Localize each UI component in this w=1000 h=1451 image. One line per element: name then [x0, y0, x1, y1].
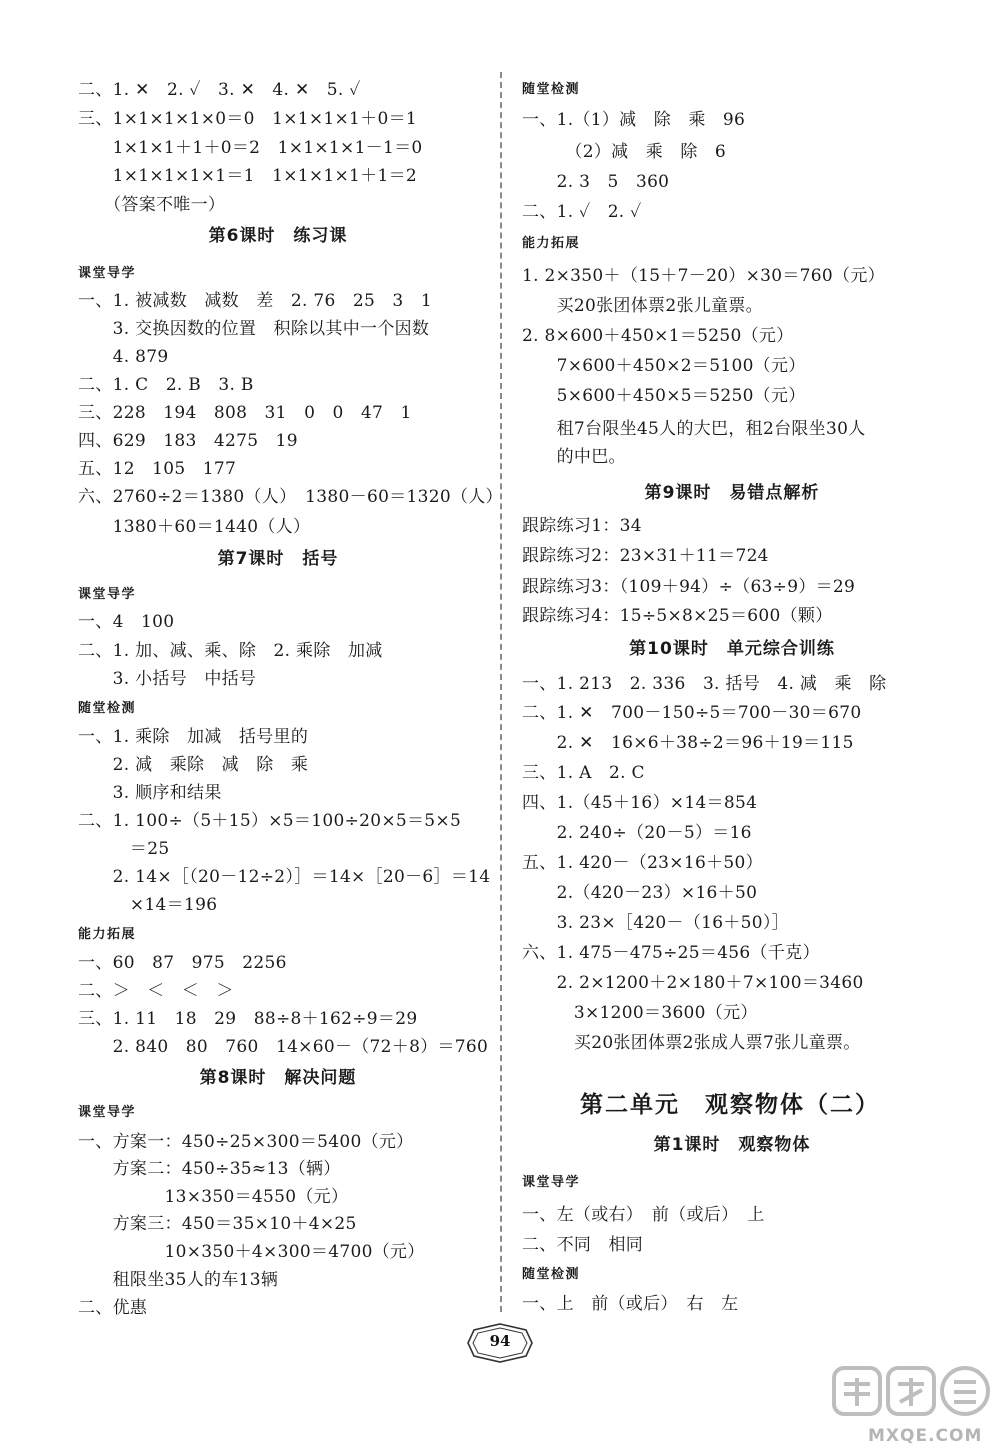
answer-line: 7×600＋450×2＝5100（元）	[522, 356, 806, 376]
section-label: 课堂导学	[78, 1105, 137, 1120]
answer-line: 二、1. ✕ 700－150÷5＝700－30＝670	[522, 703, 862, 723]
answer-line: 一、左（或右） 前（或后） 上	[522, 1205, 765, 1225]
answer-line: 六、1. 475－475÷25＝456（千克）	[522, 943, 820, 963]
answer-line: 三、1. A 2. C	[522, 763, 645, 783]
section-label: 随堂检测	[522, 1267, 581, 1282]
answer-line: 二、优惠	[78, 1298, 148, 1318]
answer-line: 买20张团体票2张儿童票。	[522, 296, 763, 316]
answer-line: 六、2760÷2＝1380（人） 1380－60＝1320（人）	[78, 487, 503, 507]
section-label: 能力拓展	[522, 236, 581, 251]
answer-line: 租限坐35人的车13辆	[78, 1270, 279, 1290]
answer-line: 买20张团体票2张成人票7张儿童票。	[522, 1033, 861, 1053]
answer-line: 1×1×1＋1＋0＝2 1×1×1×1－1＝0	[78, 138, 423, 158]
answer-line: 二、1. 加、减、乘、除 2. 乘除 加减	[78, 641, 383, 661]
watermark	[826, 1362, 996, 1448]
answer-line: 2. 8×600＋450×1＝5250（元）	[522, 326, 794, 346]
answer-line: 二、＞ ＜ ＜ ＞	[78, 981, 234, 1001]
answer-line: 租7台限坐45人的大巴，租2台限坐30人	[522, 419, 866, 439]
watermark-url: MXQE.COM	[868, 1426, 983, 1446]
answer-line: 方案三：450＝35×10＋4×25	[78, 1214, 357, 1234]
answer-line: 二、1. ✓ 2. ✓	[522, 202, 642, 222]
lesson-heading: 第6课时 练习课	[208, 226, 348, 246]
answer-line: 五、12 105 177	[78, 459, 237, 479]
answer-line: ＝25	[78, 839, 170, 859]
answer-line: 2. 3 5 360	[522, 172, 670, 192]
answer-line: 四、629 183 4275 19	[78, 431, 298, 451]
answer-line: 二、1. 100÷（5＋15）×5＝100÷20×5＝5×5	[78, 811, 462, 831]
answer-line: 3. 23×［420－（16＋50）］	[522, 913, 790, 933]
lesson-heading: 第10课时 单元综合训练	[629, 639, 835, 659]
lesson-heading: 第8课时 解决问题	[199, 1068, 357, 1088]
answer-line: 2. 减 乘除 减 除 乘	[78, 755, 309, 775]
answer-line: 13×350＝4550（元）	[78, 1187, 349, 1207]
answer-line: 二、不同 相同	[522, 1235, 644, 1255]
answer-line: 三、1×1×1×1×0＝0 1×1×1×1＋0＝1	[78, 109, 417, 129]
answer-line: 一、1. 213 2. 336 3. 括号 4. 减 乘 除	[522, 674, 887, 694]
answer-line: 的中巴。	[522, 447, 626, 467]
answer-line: 四、1.（45＋16）×14＝854	[522, 793, 758, 813]
lesson-heading: 第9课时 易错点解析	[644, 483, 820, 503]
answer-line: 一、1. 被减数 减数 差 2. 76 25 3 1	[78, 291, 432, 311]
answer-line: 跟踪练习2：23×31＋11＝724	[522, 546, 769, 566]
answer-line: 3×1200＝3600（元）	[522, 1003, 758, 1023]
answer-line: 一、4 100	[78, 612, 175, 632]
answer-line: 2. 2×1200＋2×180＋7×100＝3460	[522, 973, 864, 993]
lesson-heading: 第1课时 观察物体	[653, 1135, 811, 1155]
answer-line: 2. 840 80 760 14×60－（72＋8）＝760	[78, 1037, 489, 1057]
section-label: 课堂导学	[78, 587, 137, 602]
answer-line: 三、228 194 808 31 0 0 47 1	[78, 403, 412, 423]
answer-line: 10×350＋4×300＝4700（元）	[78, 1242, 425, 1262]
page-number: 94	[489, 1332, 511, 1350]
watermark-logo-icon	[826, 1362, 996, 1424]
section-label: 课堂导学	[522, 1175, 581, 1190]
answer-line: 2.（420－23）×16＋50	[522, 883, 758, 903]
answer-line: 二、1. C 2. B 3. B	[78, 375, 254, 395]
answer-line: 3. 交换因数的位置 积除以其中一个因数	[78, 319, 430, 339]
answer-line: 2. 14×［（20－12÷2）］＝14×［20－6］＝14	[78, 867, 491, 887]
answer-line: 5×600＋450×5＝5250（元）	[522, 386, 806, 406]
answer-line: 4. 879	[78, 347, 169, 367]
section-label: 能力拓展	[78, 927, 137, 942]
answer-line: 跟踪练习3：（109＋94）÷（63÷9）＝29	[522, 577, 856, 597]
answer-line: 三、1. 11 18 29 88÷8＋162÷9＝29	[78, 1009, 418, 1029]
answer-line: 3. 顺序和结果	[78, 783, 222, 803]
column-divider	[500, 72, 502, 1312]
section-label: 课堂导学	[78, 266, 137, 281]
answer-line: （2）减 乘 除 6	[522, 142, 727, 162]
answer-line: 2. ✕ 16×6＋38÷2＝96＋19＝115	[522, 733, 854, 753]
answer-line: 二、1. ✕ 2. ✓ 3. ✕ 4. ✕ 5. ✓	[78, 80, 361, 100]
answer-line: 一、上 前（或后） 右 左	[522, 1294, 739, 1314]
section-label: 随堂检测	[522, 82, 581, 97]
section-label: 随堂检测	[78, 701, 137, 716]
answer-line: （答案不唯一）	[78, 195, 226, 215]
page-number-badge	[466, 1322, 534, 1364]
answer-line: 跟踪练习4：15÷5×8×25＝600（颗）	[522, 606, 833, 626]
answer-line: 1. 2×350＋（15＋7－20）×30＝760（元）	[522, 266, 885, 286]
answer-line: 一、60 87 975 2256	[78, 953, 287, 973]
answer-line: 3. 小括号 中括号	[78, 669, 257, 689]
answer-line: 一、1. 乘除 加减 括号里的	[78, 727, 309, 747]
answer-line: 一、方案一：450÷25×300＝5400（元）	[78, 1132, 414, 1152]
unit-title: 第二单元 观察物体（二）	[580, 1092, 880, 1118]
answer-line: 一、1.（1）减 除 乘 96	[522, 110, 746, 130]
lesson-heading: 第7课时 括号	[217, 549, 339, 569]
answer-line: ×14＝196	[78, 895, 218, 915]
answer-line: 2. 240÷（20－5）＝16	[522, 823, 752, 843]
answer-line: 1380＋60＝1440（人）	[78, 517, 311, 537]
answer-line: 方案二：450÷35≈13（辆）	[78, 1159, 341, 1179]
answer-line: 跟踪练习1：34	[522, 516, 642, 536]
answer-line: 1×1×1×1×1＝1 1×1×1×1＋1＝2	[78, 166, 417, 186]
answer-line: 五、1. 420－（23×16＋50）	[522, 853, 763, 873]
